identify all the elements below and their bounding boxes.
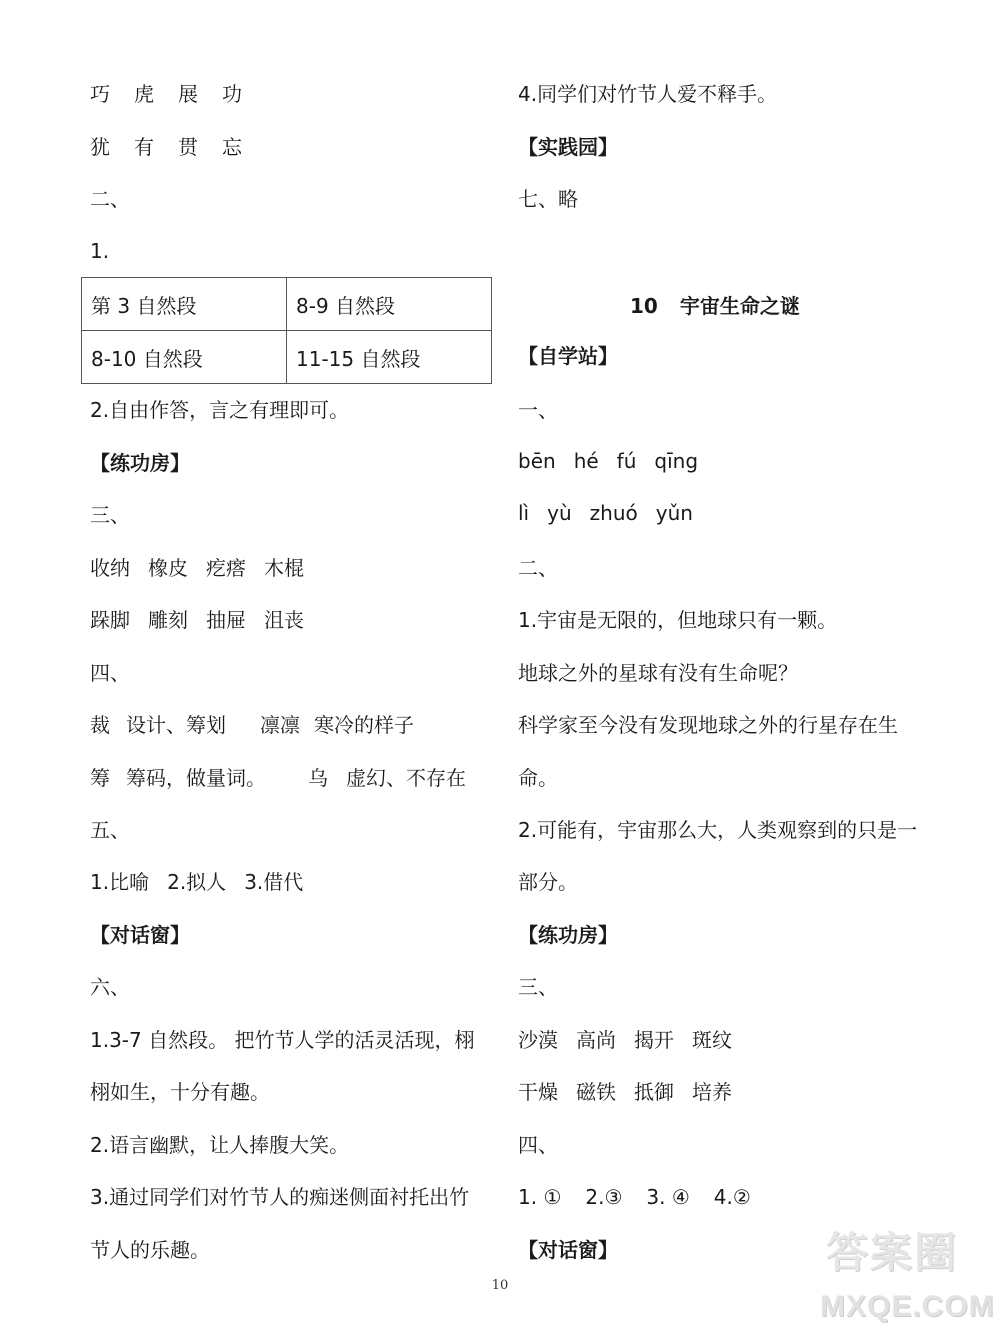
word: 揭开 <box>634 1028 674 1052</box>
word: 雕刻 <box>148 608 188 632</box>
word: 干燥 <box>518 1080 558 1104</box>
word: 培养 <box>692 1080 732 1104</box>
word: 抽屉 <box>206 608 246 632</box>
watermark-url: MXQE.COM <box>820 1290 995 1323</box>
char: 虎 <box>134 82 154 106</box>
definition: 寒冷的样子 <box>314 713 414 737</box>
answer: 1.比喻 <box>90 870 150 894</box>
page-number: 10 <box>491 1278 509 1293</box>
pinyin: qīng <box>654 449 699 473</box>
section-heading: 三、 <box>518 975 558 999</box>
answer-text: 部分。 <box>518 870 578 894</box>
watermark-logo-text: 答案圈 <box>826 1228 959 1277</box>
word: 斑纹 <box>692 1028 732 1052</box>
term: 裁 <box>90 713 110 737</box>
char: 巧 <box>90 82 110 106</box>
words-row <box>518 1078 750 1106</box>
pinyin: lì <box>518 501 530 525</box>
answer-text: 节人的乐趣。 <box>90 1238 210 1262</box>
section-heading: 二、 <box>90 187 130 211</box>
pinyin: fú <box>616 449 637 473</box>
section-label: 【练功房】 <box>518 923 618 947</box>
section-label: 【练功房】 <box>90 451 190 475</box>
answer-text: 七、略 <box>518 187 578 211</box>
answer-text: 科学家至今没有发现地球之外的行星存在生 <box>518 713 898 737</box>
answer-text: 2.可能有，宇宙那么大，人类观察到的只是一 <box>518 818 918 842</box>
lesson-title-text: 宇宙生命之谜 <box>679 294 800 318</box>
pinyin: yǔn <box>655 501 693 525</box>
word: 高尚 <box>576 1028 616 1052</box>
word: 疙瘩 <box>206 556 246 580</box>
pinyin: zhuó <box>589 501 638 525</box>
table-cell: 8-9 自然段 <box>287 278 492 331</box>
choice-answer: 3. ④ <box>646 1185 690 1209</box>
definition: 筹码，做量词。 <box>126 766 266 790</box>
section-heading: 二、 <box>518 556 558 580</box>
answer-text: 栩如生，十分有趣。 <box>90 1080 270 1104</box>
section-heading: 一、 <box>518 398 558 422</box>
term: 乌 <box>308 766 328 790</box>
answer-text: 1.宇宙是无限的，但地球只有一颗。 <box>518 608 838 632</box>
answer-text: 2.语言幽默，让人捧腹大笑。 <box>90 1133 350 1157</box>
word: 木棍 <box>264 556 304 580</box>
table-row <box>82 278 492 331</box>
table-cell: 8-10 自然段 <box>82 331 287 384</box>
lesson-number: 10 <box>630 294 658 318</box>
answer-text: 命。 <box>518 766 558 790</box>
section-label: 【对话窗】 <box>518 1238 618 1262</box>
answer-text: 1.3-7 自然段。 把竹节人学的活灵活现，栩 <box>90 1028 475 1052</box>
question-number: 1. <box>90 239 110 263</box>
answer-text: 2.自由作答，言之有理即可。 <box>90 398 350 422</box>
word: 收纳 <box>90 556 130 580</box>
char: 犹 <box>90 135 110 159</box>
section-heading: 三、 <box>90 503 130 527</box>
section-heading: 五、 <box>90 818 130 842</box>
choice-answer: 1. ① <box>518 1185 562 1209</box>
words-row <box>90 554 322 582</box>
section-heading: 六、 <box>90 975 130 999</box>
answer-text: 4.同学们对竹节人爱不释手。 <box>518 82 778 106</box>
section-heading: 四、 <box>90 661 130 685</box>
section-heading: 四、 <box>518 1133 558 1157</box>
lesson-title <box>630 290 800 319</box>
pinyin-row <box>518 447 716 475</box>
chars-row-2 <box>90 133 266 161</box>
pinyin: bēn <box>518 449 556 473</box>
table-row <box>82 331 492 384</box>
definition: 虚幻、不存在 <box>346 766 466 790</box>
char: 忘 <box>222 135 242 159</box>
definition-row <box>90 764 466 792</box>
table-cell: 第 3 自然段 <box>82 278 287 331</box>
char: 有 <box>134 135 154 159</box>
word: 跺脚 <box>90 608 130 632</box>
choice-answer: 4.② <box>713 1185 751 1209</box>
answer-text: 3.通过同学们对竹节人的痴迷侧面衬托出竹 <box>90 1185 470 1209</box>
rhetoric-row <box>90 868 321 896</box>
term: 筹 <box>90 766 110 790</box>
char: 功 <box>222 82 242 106</box>
definition: 设计、筹划 <box>126 713 226 737</box>
section-label: 【对话窗】 <box>90 923 190 947</box>
answer: 2.拟人 <box>167 870 227 894</box>
table-cell: 11-15 自然段 <box>287 331 492 384</box>
word: 沙漠 <box>518 1028 558 1052</box>
words-row <box>518 1026 750 1054</box>
char: 贯 <box>178 135 198 159</box>
pinyin-row <box>518 499 711 527</box>
choice-answer: 2.③ <box>585 1185 623 1209</box>
choice-answers-row <box>518 1183 775 1211</box>
word: 抵御 <box>634 1080 674 1104</box>
section-label: 【自学站】 <box>518 344 618 368</box>
pinyin: yù <box>547 501 572 525</box>
words-row <box>90 606 322 634</box>
char: 展 <box>178 82 198 106</box>
word: 沮丧 <box>264 608 304 632</box>
answer: 3.借代 <box>244 870 304 894</box>
word: 磁铁 <box>576 1080 616 1104</box>
term: 凛凛 <box>260 713 300 737</box>
pinyin: hé <box>573 449 599 473</box>
definition-row <box>90 711 414 739</box>
answer-text: 地球之外的星球有没有生命呢？ <box>518 661 798 685</box>
watermark-logo <box>818 1216 998 1334</box>
section-label: 【实践园】 <box>518 135 618 159</box>
paragraph-table <box>81 277 492 384</box>
word: 橡皮 <box>148 556 188 580</box>
chars-row-1 <box>90 80 266 108</box>
